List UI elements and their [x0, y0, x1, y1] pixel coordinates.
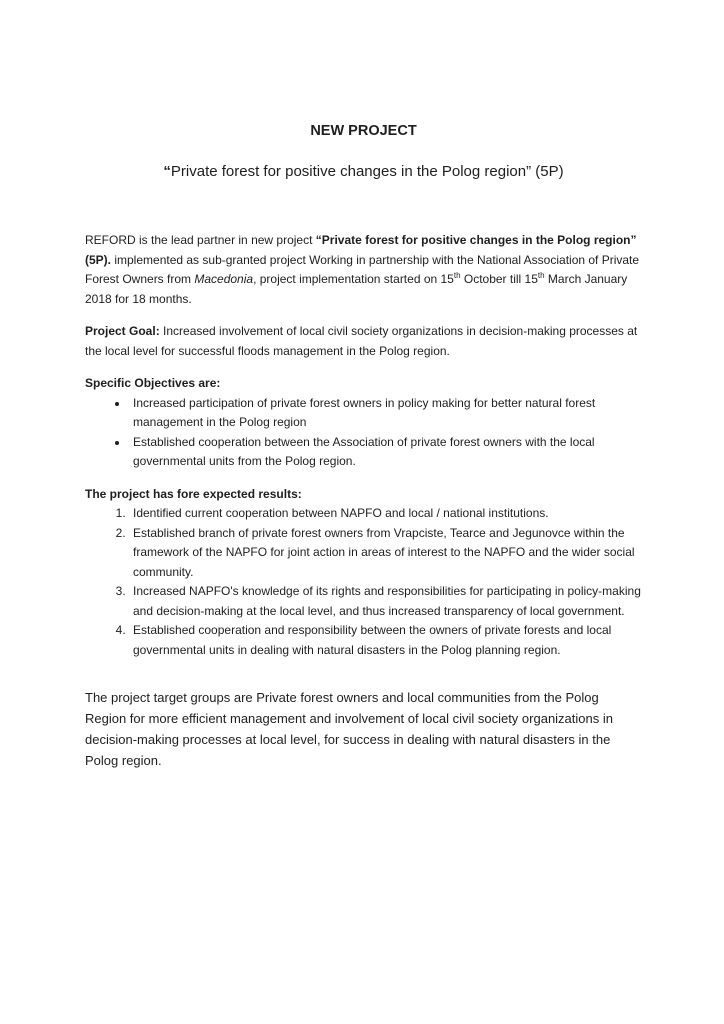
subtitle-text: Private forest for positive changes in the Polog region” (5P) [170, 163, 564, 181]
list-item: 2. Established branch of private forest owners from Vrapciste, Tearce and Jegunovce within the framework of the NAPFO for joint action in areas of interest to the NAPFO and the wider social community. [129, 524, 642, 583]
list-item: 1. Identified current cooperation between NAPFO and local / national institutions. [129, 504, 642, 524]
expected-results-list [85, 504, 642, 660]
subtitle-open-quote: “ [163, 163, 171, 181]
intro-seg-1: REFORD is the lead partner in new project [85, 233, 316, 248]
intro-ordinal-sup-1: th [453, 271, 461, 281]
specific-objectives-list [85, 394, 642, 472]
list-item: • Increased participation of private forest owners in policy making for better natural forest management in the Polog region [129, 394, 642, 433]
target-groups-paragraph: The project target groups are Private forest owners and local communities from the Polog Region for more efficient management and involvement of local civil society organizations in decision-making processes at local level, for success in dealing with natural disasters in the Polog region. [85, 690, 613, 769]
intro-country-italic: Macedonia [194, 272, 254, 287]
document-title: NEW PROJECT [310, 123, 417, 139]
intro-paragraph [85, 231, 642, 309]
list-item: 4. Established cooperation and responsibility between the owners of private forests and local governmental units in dealing with natural disasters in the Polog planning region. [129, 621, 642, 660]
intro-seg-5: , project implementation started on 15 [253, 272, 454, 287]
list-item: 3. Increased NAPFO's knowledge of its rights and responsibilities for participating in policy-making and decision-making at the local level, and thus increased transparency of local government. [129, 582, 642, 621]
list-item: • Established cooperation between the Association of private forest owners with the local governmental units from the Polog region. [129, 433, 642, 472]
specific-objectives-heading: Specific Objectives are: [85, 376, 221, 391]
document-subtitle [85, 163, 642, 181]
project-goal-label: Project Goal: [85, 324, 160, 339]
project-goal-paragraph [85, 322, 642, 361]
intro-seg-9: March January 2018 for 18 months. [85, 272, 628, 306]
expected-results-heading: The project has fore expected results: [85, 486, 302, 501]
intro-seg-3: implemented as sub-granted project Working in partnership with the National Association of Private Forest Owners from [85, 252, 640, 287]
intro-project-name-bold: “Private forest for positive changes in the Polog region” (5P). [85, 233, 637, 267]
intro-ordinal-sup-2: th [537, 271, 545, 281]
intro-seg-7: October till 15 [460, 272, 538, 287]
project-goal-text: Increased involvement of local civil society organizations in decision-making processes at the local level for successful floods management in the Polog region. [85, 324, 638, 358]
